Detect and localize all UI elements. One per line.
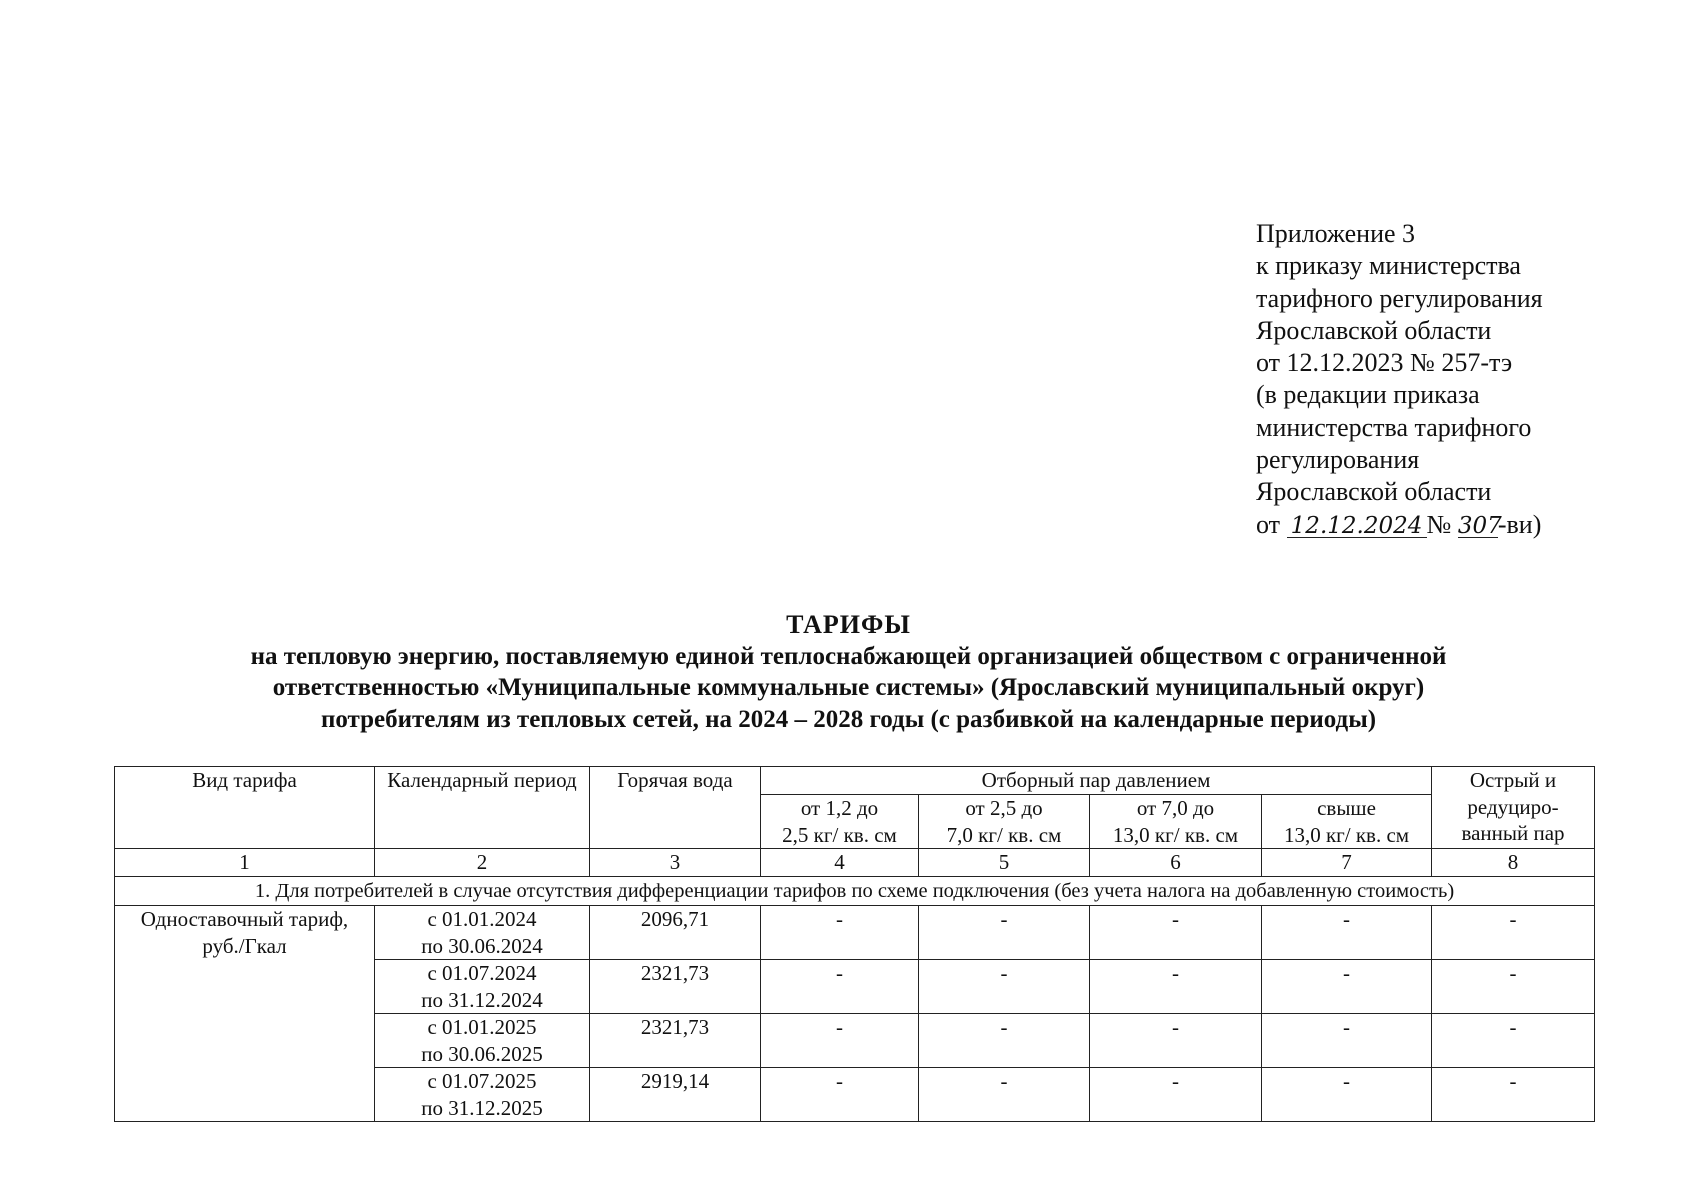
header-sharp-steam (1432, 767, 1595, 849)
column-number-row (115, 849, 1595, 877)
steam-value: - (1262, 1014, 1432, 1068)
period-from: с 01.01.2025 (427, 1015, 537, 1039)
appendix-line: к приказу министерства (1256, 251, 1521, 281)
header-row (115, 767, 1595, 795)
period-from: с 01.07.2025 (427, 1069, 537, 1093)
hot-water-value: 2919,14 (590, 1068, 761, 1122)
header-steam-2 (919, 795, 1090, 849)
period-cell (375, 960, 590, 1014)
header-steam-line: от 1,2 до (800, 796, 879, 820)
number-sign: № (1426, 509, 1452, 539)
appendix-line: (в редакции приказа (1256, 380, 1480, 410)
steam-value: - (761, 960, 919, 1014)
header-steam-group: Отборный пар давлением (761, 767, 1432, 795)
column-number: 7 (1262, 849, 1432, 877)
steam-value: - (919, 1068, 1090, 1122)
tariff-type-line: Одноставочный тариф, (140, 907, 349, 931)
steam-value: - (919, 1014, 1090, 1068)
column-number: 1 (115, 849, 375, 877)
sharp-steam-value: - (1432, 1068, 1595, 1122)
steam-value: - (919, 906, 1090, 960)
steam-value: - (1090, 1014, 1262, 1068)
period-from: с 01.01.2024 (427, 907, 537, 931)
header-period: Календарный период (375, 767, 590, 849)
header-steam-3 (1090, 795, 1262, 849)
handwritten-number: 307 (1457, 512, 1502, 539)
column-number: 3 (590, 849, 761, 877)
sharp-steam-value: - (1432, 960, 1595, 1014)
steam-value: - (761, 906, 919, 960)
appendix-block (1256, 218, 1656, 541)
tariff-type-line: руб./Гкал (202, 933, 287, 958)
steam-value: - (1090, 1068, 1262, 1122)
column-number: 6 (1090, 849, 1262, 877)
header-tariff-type: Вид тарифа (115, 767, 375, 849)
appendix-amendment-line (1256, 509, 1656, 541)
header-steam-1 (761, 795, 919, 849)
column-number: 4 (761, 849, 919, 877)
header-steam-line: 13,0 кг/ кв. см (1283, 822, 1410, 847)
appendix-line: Ярославской области (1256, 477, 1492, 507)
appendix-line: регулирования (1256, 445, 1420, 475)
steam-value: - (1262, 906, 1432, 960)
sharp-steam-value: - (1432, 1014, 1595, 1068)
title-line-1: на тепловую энергию, поставляемую единой теплоснабжающей организацией обществом с ограниченной (250, 642, 1447, 670)
table-row (115, 906, 1595, 960)
hot-water-value: 2096,71 (590, 906, 761, 960)
steam-value: - (1090, 906, 1262, 960)
period-to: по 31.12.2025 (421, 1095, 543, 1120)
section-row (115, 877, 1595, 906)
appendix-line: министерства тарифного (1256, 412, 1532, 442)
title-main: ТАРИФЫ (786, 610, 911, 639)
steam-value: - (1090, 960, 1262, 1014)
steam-value: - (1262, 960, 1432, 1014)
header-sharp-line: Острый и (1469, 768, 1557, 792)
hot-water-value: 2321,73 (590, 960, 761, 1014)
amendment-suffix: -ви) (1497, 509, 1542, 539)
period-to: по 31.12.2024 (421, 987, 543, 1012)
steam-value: - (761, 1068, 919, 1122)
steam-value: - (919, 960, 1090, 1014)
header-steam-line: 13,0 кг/ кв. см (1112, 822, 1239, 847)
amendment-prefix: от (1256, 509, 1281, 539)
appendix-line: тарифного регулирования (1256, 283, 1543, 313)
period-cell (375, 1068, 590, 1122)
appendix-line: от 12.12.2023 № 257-тэ (1256, 348, 1513, 378)
period-cell (375, 1014, 590, 1068)
header-steam-4 (1262, 795, 1432, 849)
period-from: с 01.07.2024 (427, 961, 537, 985)
column-number: 2 (375, 849, 590, 877)
column-number: 5 (919, 849, 1090, 877)
period-cell (375, 906, 590, 960)
tariffs-table (114, 766, 1595, 1122)
header-steam-line: 7,0 кг/ кв. см (946, 822, 1062, 847)
title-line-3: потребителям из тепловых сетей, на 2024 – 2028 годы (с разбивкой на календарные периоды) (320, 705, 1377, 733)
header-steam-line: свыше (1317, 796, 1376, 820)
header-hot-water: Горячая вода (590, 767, 761, 849)
period-to: по 30.06.2025 (421, 1041, 543, 1066)
title-line-2: ответственностью «Муниципальные коммунальные системы» (Ярославский муниципальный округ) (272, 674, 1425, 701)
header-sharp-line: редуциро- (1467, 794, 1559, 819)
tariff-type-cell (115, 906, 375, 1122)
header-steam-line: от 2,5 до (965, 796, 1043, 820)
appendix-line: Ярославской области (1256, 315, 1492, 345)
column-number: 8 (1432, 849, 1595, 877)
header-steam-line: 2,5 кг/ кв. см (782, 822, 897, 847)
section-title: 1. Для потребителей в случае отсутствия дифференциации тарифов по схеме подключения (без учета налога на добавленную стоимость) (115, 877, 1595, 906)
document-title (0, 609, 1697, 735)
steam-value: - (761, 1014, 919, 1068)
header-steam-line: от 7,0 до (1136, 796, 1215, 820)
sharp-steam-value: - (1432, 906, 1595, 960)
hot-water-value: 2321,73 (590, 1014, 761, 1068)
period-to: по 30.06.2024 (421, 933, 543, 958)
appendix-line: Приложение 3 (1256, 219, 1416, 248)
header-sharp-line: ванный пар (1461, 821, 1565, 845)
handwritten-date: 12.12.2024 (1287, 515, 1427, 538)
steam-value: - (1262, 1068, 1432, 1122)
